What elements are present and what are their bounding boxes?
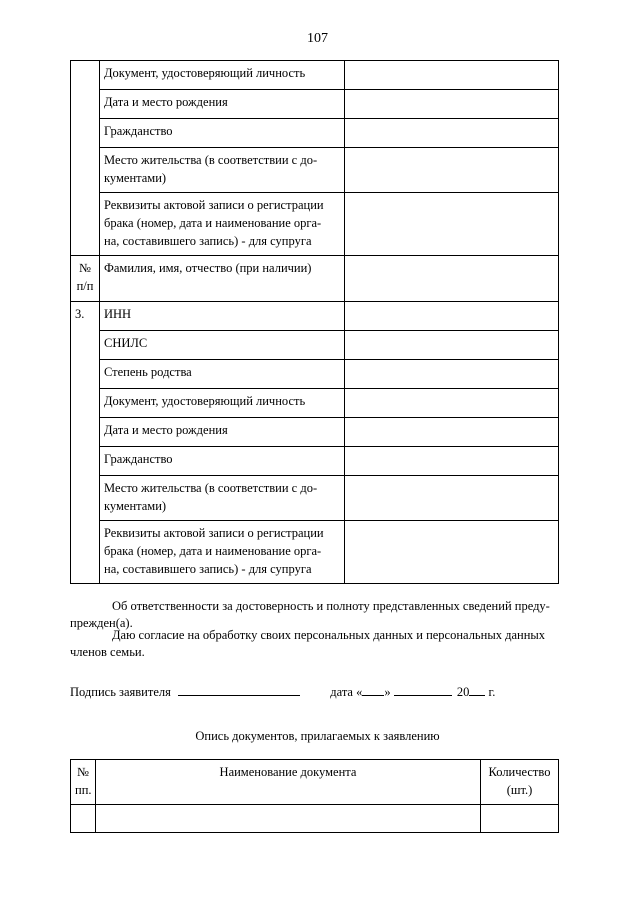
inventory-quantity-cell[interactable] (481, 805, 559, 833)
field-label: Реквизиты актовой записи о регистрации брака (номер, дата и наименование орга- на, составившего запись) - для супруга (100, 521, 345, 584)
signature-label: Подпись заявителя (70, 685, 171, 699)
inventory-header-number: № пп. (71, 760, 96, 805)
field-value[interactable] (345, 119, 559, 148)
field-label: Дата и место рождения (100, 418, 345, 447)
page-number: 107 (307, 31, 328, 46)
applicant-family-table (70, 60, 559, 584)
field-label: Гражданство (100, 119, 345, 148)
inventory-number-cell[interactable] (71, 805, 96, 833)
inventory-title: Опись документов, прилагаемых к заявлению (195, 729, 440, 743)
field-label: СНИЛС (100, 331, 345, 360)
field-value[interactable] (345, 148, 559, 193)
field-value[interactable] (345, 193, 559, 256)
field-value[interactable] (345, 61, 559, 90)
inventory-header-name: Наименование документа (96, 760, 481, 805)
field-value[interactable] (345, 476, 559, 521)
row-number-header: № п/п (71, 256, 100, 302)
field-label: Гражданство (100, 447, 345, 476)
field-label: Место жительства (в соответствии с до- кументами) (100, 476, 345, 521)
inventory-name-cell[interactable] (96, 805, 481, 833)
field-value[interactable] (345, 90, 559, 119)
year-prefix: 20 (456, 685, 470, 699)
date-day-field[interactable] (362, 683, 384, 696)
field-label: Документ, удостоверяющий личность (100, 61, 345, 90)
field-label: Дата и место рождения (100, 90, 345, 119)
signature-line (70, 683, 558, 701)
inventory-table (70, 759, 559, 833)
field-label: Реквизиты актовой записи о регистрации брака (номер, дата и наименование орга- на, составившего запись) - для супруга (100, 193, 345, 256)
section-number: 3. (71, 302, 100, 584)
field-label: Документ, удостоверяющий личность (100, 389, 345, 418)
field-label: Степень родства (100, 360, 345, 389)
field-value[interactable] (345, 418, 559, 447)
field-value[interactable] (345, 447, 559, 476)
year-suffix: г. (488, 685, 496, 699)
field-value[interactable] (345, 521, 559, 584)
field-value[interactable] (345, 302, 559, 331)
field-value[interactable] (345, 331, 559, 360)
inventory-header-quantity: Количество (шт.) (481, 760, 559, 805)
field-label: ИНН (100, 302, 345, 331)
full-name-header: Фамилия, имя, отчество (при наличии) (100, 256, 345, 302)
date-label: дата « (330, 685, 363, 699)
field-label: Место жительства (в соответствии с до- кументами) (100, 148, 345, 193)
row-number-cell (71, 61, 100, 256)
full-name-value[interactable] (345, 256, 559, 302)
signature-field[interactable] (178, 683, 300, 696)
field-value[interactable] (345, 389, 559, 418)
date-year-field[interactable] (469, 683, 485, 696)
field-value[interactable] (345, 360, 559, 389)
date-close: » (384, 685, 391, 699)
consent-paragraph: Даю согласие на обработку своих персональных данных и персональных данных членов семьи. (70, 628, 546, 659)
date-month-field[interactable] (394, 683, 452, 696)
responsibility-paragraph: Об ответственности за достоверность и полноту представленных сведений преду- прежден(а). (70, 599, 550, 630)
